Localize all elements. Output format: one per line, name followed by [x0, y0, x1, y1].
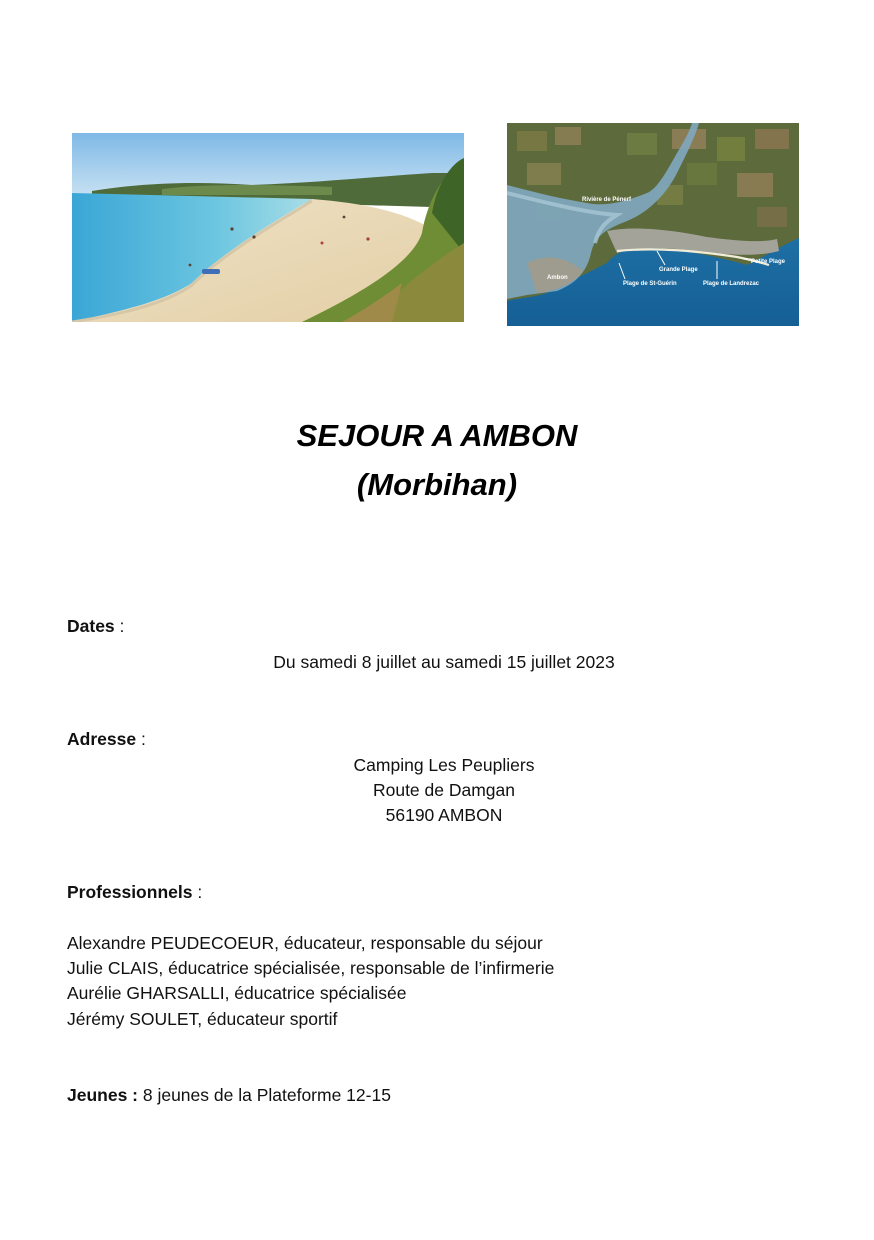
map-label-petite: Petite Plage — [751, 259, 786, 265]
map-label-st-guerin: Plage de St-Guérin — [623, 281, 677, 287]
page-subtitle: (Morbihan) — [356, 467, 518, 502]
youth-line — [67, 1083, 391, 1108]
professional-item: Jérémy SOULET, éducateur sportif — [67, 1009, 338, 1029]
map-label-landrezac: Plage de Landrezac — [703, 281, 760, 287]
map-label-riviere: Rivière de Pénerf — [582, 197, 632, 203]
professionals-label: Professionnels — [67, 882, 193, 902]
professional-item: Alexandre PEUDECOEUR, éducateur, responsable du séjour — [67, 933, 543, 953]
page-title: SEJOUR A AMBON — [296, 418, 578, 453]
address-section-heading — [67, 727, 146, 752]
address-label: Adresse — [67, 729, 137, 749]
aerial-map-graphic — [507, 123, 799, 326]
professional-item: Julie CLAIS, éducatrice spécialisée, responsable de l’infirmerie — [67, 958, 555, 978]
youth-label: Jeunes : — [67, 1085, 138, 1105]
beach-photo-graphic — [72, 133, 464, 322]
address-line-1: Camping Les Peupliers — [353, 755, 535, 775]
youth-value: 8 jeunes de la Plateforme 12-15 — [138, 1085, 391, 1105]
dates-section-heading — [67, 614, 124, 639]
address-line-3: 56190 AMBON — [385, 805, 503, 825]
aerial-map — [507, 123, 799, 326]
dates-value: Du samedi 8 juillet au samedi 15 juillet 2023 — [273, 652, 615, 672]
map-label-grande: Grande Plage — [659, 267, 698, 273]
dates-label: Dates — [67, 616, 115, 636]
beach-photo — [72, 133, 464, 322]
professional-item: Aurélie GHARSALLI, éducatrice spécialisée — [67, 983, 407, 1003]
address-line-2: Route de Damgan — [372, 780, 516, 800]
professionals-section-heading — [67, 880, 202, 905]
map-label-ambon: Ambon — [547, 275, 568, 281]
dates-separator: : — [114, 616, 125, 636]
address-separator: : — [136, 729, 146, 749]
professionals-separator: : — [192, 882, 203, 902]
